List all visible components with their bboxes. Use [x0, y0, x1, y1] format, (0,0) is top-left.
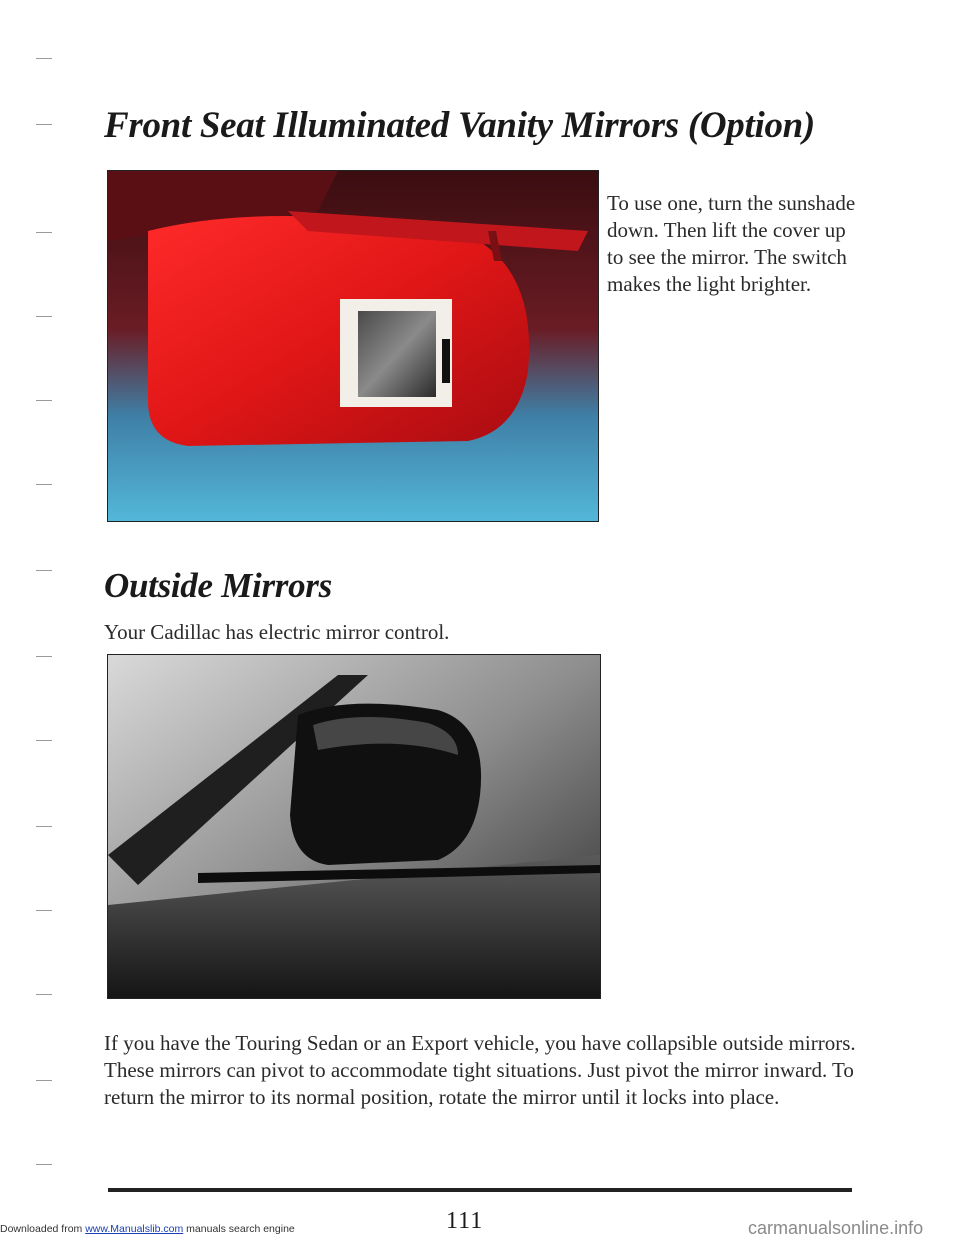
margin-tick	[36, 124, 52, 125]
vanity-mirrors-instructions: To use one, turn the sunshade down. Then lift the cover up to see the mirror. The switch makes the light brighter.	[607, 191, 856, 296]
margin-tick	[36, 570, 52, 571]
margin-tick	[36, 740, 52, 741]
margin-tick	[36, 232, 52, 233]
outside-mirror-photo	[107, 654, 601, 999]
outside-mirrors-intro: Your Cadillac has electric mirror control.	[104, 620, 450, 644]
download-source-footer	[0, 1223, 295, 1235]
manualslib-link[interactable]: www.Manualslib.com	[85, 1223, 184, 1235]
outside-mirrors-heading: Outside Mirrors	[104, 566, 332, 605]
collapsible-mirrors-paragraph: If you have the Touring Sedan or an Export vehicle, you have collapsible outside mirrors. These mirrors can pivot to accommodate tight situations. Just pivot the mirror inward. To return the mirror to its normal position, rotate the mirror until it locks into place.	[104, 1031, 856, 1109]
margin-tick	[36, 994, 52, 995]
footer-prefix: Downloaded from	[0, 1223, 86, 1235]
margin-tick	[36, 400, 52, 401]
margin-tick	[36, 1080, 52, 1081]
vanity-mirrors-heading: Front Seat Illuminated Vanity Mirrors (Option)	[104, 105, 815, 146]
margin-tick	[36, 656, 52, 657]
watermark-text: carmanualsonline.info	[748, 1218, 924, 1238]
margin-tick	[36, 316, 52, 317]
margin-tick	[36, 826, 52, 827]
margin-tick	[36, 910, 52, 911]
footer-suffix: manuals search engine	[183, 1223, 295, 1235]
vanity-mirror-photo	[107, 170, 599, 522]
page-number: 111	[446, 1208, 484, 1234]
margin-tick	[36, 484, 52, 485]
margin-tick	[36, 1164, 52, 1165]
footer-rule	[108, 1188, 852, 1192]
margin-tick	[36, 58, 52, 59]
